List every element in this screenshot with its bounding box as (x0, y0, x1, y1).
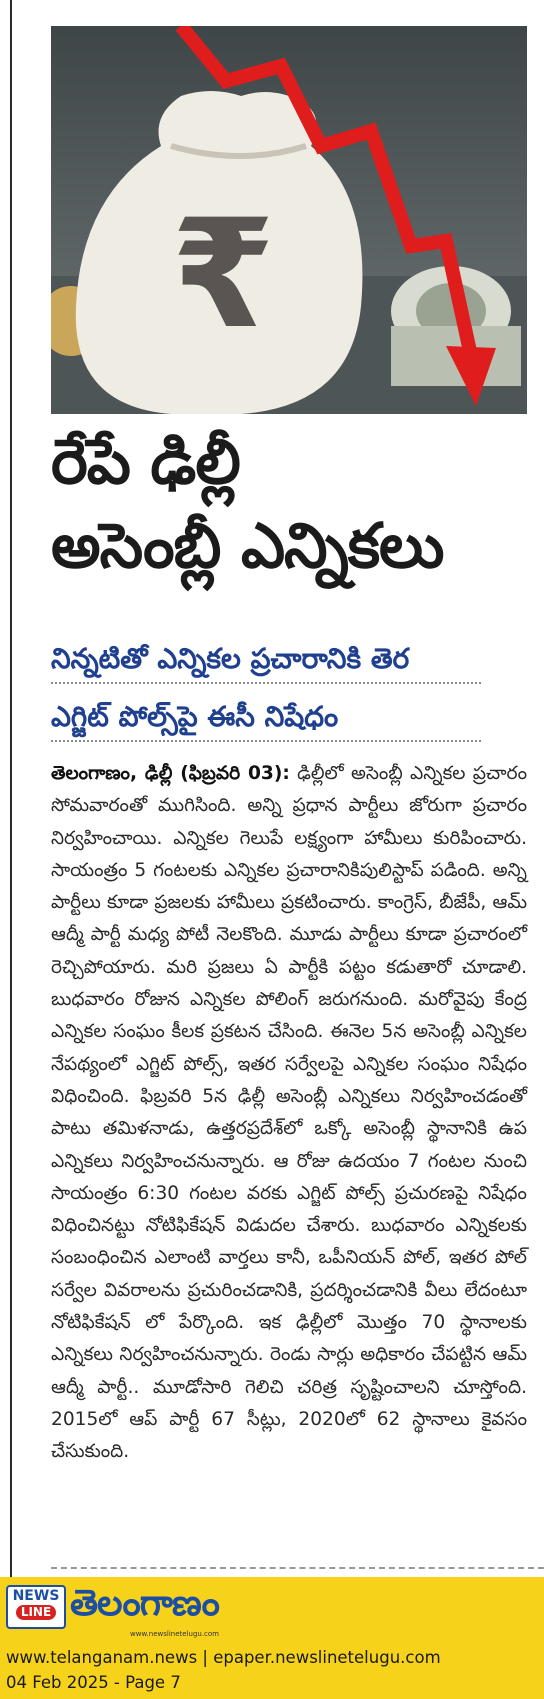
article-text: ఢిల్లీలో అసెంబ్లీ ఎన్నికల ప్రచారం సోమవారంతో ముగిసింది. అన్ని ప్రధాన పార్టీలు జోరుగా ప్రచారం నిర్వహించాయి. ఎన్నికల గెలుపే లక్ష్యంగా హామీలు కురిపించారు. సాయంత్రం 5 గంటలకు ఎన్నికల ప్రచారానికిపులిస్టాప్ పడింది. అన్ని పార్టీలు కూడా ప్రజలకు హామీలు ప్రకటించారు. కాంగ్రెస్, బీజేపీ, ఆమ్ ఆద్మీ పార్టీ మధ్య పోటీ నెలకొంది. మూడు పార్టీలు కూడా ప్రచారంలో రెచ్చిపోయారు. మరి ప్రజలు ఏ పార్టీకి పట్టం కడుతారో చూడాలి. బుధవారం రోజున ఎన్నికల పోలింగ్ జరుగనుంది. మరోవైపు కేంద్ర ఎన్నికల సంఘం కీలక ప్రకటన చేసింది. ఈనెల 5న అసెంబ్లీ ఎన్నికల నేపథ్యంలో ఎగ్జిట్ పోల్స్, ఇతర సర్వేలపై ఎన్నికల సంఘం నిషేధం విధించింది. ఫిబ్రవరి 5న ఢిల్లీ అసెంబ్లీ ఎన్నికలు నిర్వహించడంతో పాటు తమిళనాడు, ఉత్తరప్రదేశ్‌లో ఒక్కో అసెంబ్లీ స్థానానికి ఉప ఎన్నికలు నిర్వహించనున్నారు. ఆ రోజు ఉదయం 7 గంటల నుంచి సాయంత్రం 6:30 గంటల వరకు ఎగ్జిట్ పోల్స్ ప్రచురణపై నిషేధం విధించినట్టు నోటిఫికేషన్ విడుదల చేశారు. బుధవారం ఎన్నికలకు సంబంధించిన ఎలాంటి వార్తలు కానీ, ఒపీనియన్ పోల్, ఇతర పోల్ సర్వేల వివరాలను ప్రచురించడానికి, ప్రదర్శించడానికి వీలు లేదంటూ నోటిఫికేషన్ లో పేర్కొంది. ఇక ఢిల్లీలో మొత్తం 70 స్థానాలకు ఎన్నికలు నిర్వహించనున్నారు. రెండు సార్లు అధికారం చేపట్టిన ఆమ్ ఆద్మీ పార్టీ.. మూడోసారి గెలిచి చరిత్ర సృష్టించాలని చూస్తోంది. 2015లో ఆప్ పార్టీ 67 సీట్లు, 2020లో 62 స్థానాలు కైవసం చేసుకుంది. (51, 763, 527, 1463)
subheading-1: నిన్నటితో ఎన్నికల ప్రచారానికి తెర (51, 638, 481, 684)
logo-line-text: LINE (16, 1605, 56, 1620)
headline-line-1: రేపే ఢిల్లీ (51, 425, 240, 498)
page-date-label: 04 Feb 2025 - Page 7 (6, 1673, 181, 1692)
newsline-logo[interactable] (6, 1585, 66, 1629)
article-photo (51, 26, 527, 414)
money-bag-illustration (51, 26, 527, 414)
headline-line-2: అసెంబ్లీ ఎన్నికలు (51, 509, 444, 582)
brand-name[interactable]: తెలంగాణం (70, 1583, 219, 1624)
dateline: తెలంగాణం, ఢిల్లీ (ఫిబ్రవరి 03): (51, 763, 290, 784)
headline (51, 420, 531, 588)
brand-site-url: www.newslinetelugu.com (130, 1630, 219, 1638)
logo-news-text: NEWS (12, 1588, 60, 1604)
footer-urls[interactable]: www.telanganam.news | epaper.newslinetelugu.com (6, 1648, 441, 1667)
footer-banner (0, 1577, 544, 1699)
page-border-line (10, 0, 12, 1580)
article-body (51, 758, 527, 1469)
rupee-icon: ₹ (171, 188, 276, 362)
subheading-2: ఎగ్జిట్ పోల్స్‌పై ఈసీ నిషేధం (51, 696, 481, 742)
footer-divider (51, 1567, 544, 1569)
